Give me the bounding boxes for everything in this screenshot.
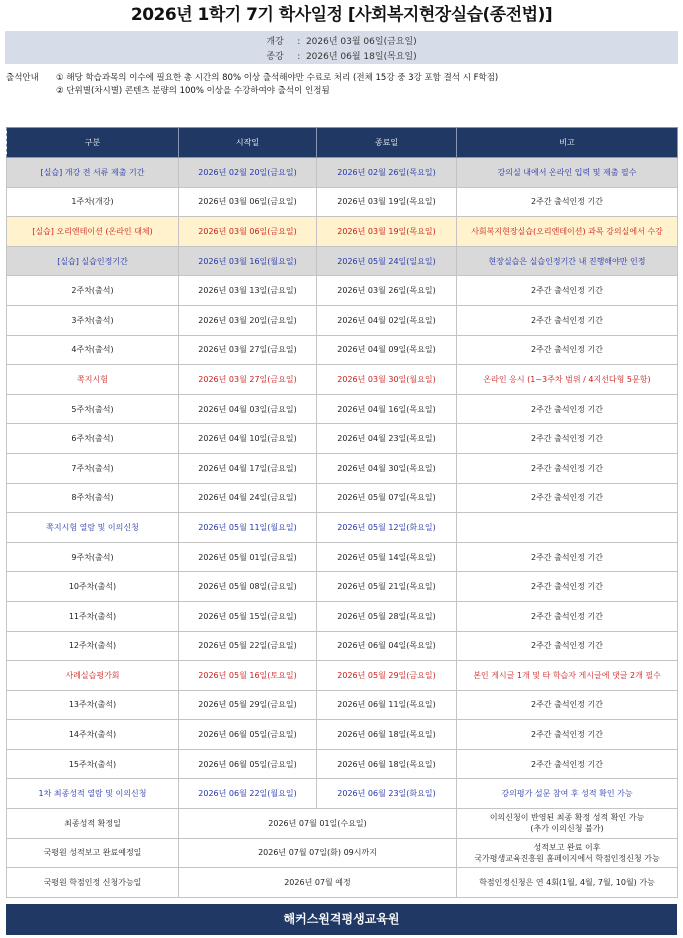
table-row <box>7 394 678 424</box>
table-row <box>7 720 678 750</box>
row-category: 1주차(개강) <box>7 187 179 217</box>
row-end-date: 2026년 06월 04일(목요일) <box>317 631 457 661</box>
table-row <box>7 483 678 513</box>
open-date: 2026년 03월 06일(금요일) <box>305 37 417 47</box>
row-start-date: 2026년 06월 05일(금요일) <box>179 749 317 779</box>
header-category: 구분 <box>7 128 179 158</box>
row-start-date: 2026년 03월 16일(월요일) <box>179 246 317 276</box>
row-end-date: 2026년 06월 11일(목요일) <box>317 690 457 720</box>
row-category: 사례실습평가회 <box>7 661 179 691</box>
row-note <box>457 809 678 839</box>
table-row <box>7 572 678 602</box>
row-category: 쪽지시험 열람 및 이의신청 <box>7 513 179 543</box>
row-end-date: 2026년 06월 18일(목요일) <box>317 749 457 779</box>
row-note: 사회복지현장실습(오리엔테이션) 과목 강의실에서 수강 <box>457 217 678 247</box>
row-category: [실습] 오리엔테이션 (온라인 대체) <box>7 217 179 247</box>
row-start-date: 2026년 03월 27일(금요일) <box>179 365 317 395</box>
row-note: 2주간 출석인정 기간 <box>457 631 678 661</box>
row-date: 2026년 07월 예정 <box>179 868 457 898</box>
header-end-date: 종료일 <box>317 128 457 158</box>
open-label: 개강 <box>266 37 284 47</box>
row-end-date: 2026년 04월 30일(목요일) <box>317 453 457 483</box>
row-note: 강의실 내에서 온라인 입력 및 제출 필수 <box>457 158 678 188</box>
row-end-date: 2026년 03월 30일(월요일) <box>317 365 457 395</box>
row-category: 6주차(출석) <box>7 424 179 454</box>
table-row <box>7 365 678 395</box>
row-start-date: 2026년 05월 15일(금요일) <box>179 601 317 631</box>
row-category: 14주차(출석) <box>7 720 179 750</box>
row-start-date: 2026년 04월 10일(금요일) <box>179 424 317 454</box>
row-note: 2주간 출석인정 기간 <box>457 276 678 306</box>
row-start-date: 2026년 06월 22일(월요일) <box>179 779 317 809</box>
row-end-date: 2026년 03월 19일(목요일) <box>317 187 457 217</box>
row-note: 온라인 응시 (1~3주차 범위 / 4지선다형 5문항) <box>457 365 678 395</box>
close-date: 2026년 06월 18일(목요일) <box>305 52 417 62</box>
row-category: 3주차(출석) <box>7 305 179 335</box>
row-note-line-1: 성적보고 완료 이후 <box>533 842 601 852</box>
table-row <box>7 276 678 306</box>
footer-brand: 해커스원격평생교육원 <box>6 904 677 935</box>
row-end-date: 2026년 03월 26일(목요일) <box>317 276 457 306</box>
row-label: 국평원 성적보고 완료예정일 <box>7 838 179 868</box>
row-note: 2주간 출석인정 기간 <box>457 453 678 483</box>
table-header-row <box>7 128 678 158</box>
row-end-date: 2026년 05월 24일(일요일) <box>317 246 457 276</box>
merged-row-final-grade <box>7 809 678 839</box>
table-row <box>7 749 678 779</box>
row-category: 9주차(출석) <box>7 542 179 572</box>
page-title: 2026년 1학기 7기 학사일정 [사회복지현장실습(종전법)] <box>130 5 553 25</box>
row-note: 2주간 출석인정 기간 <box>457 394 678 424</box>
header-start-date: 시작일 <box>179 128 317 158</box>
row-start-date: 2026년 05월 16일(토요일) <box>179 661 317 691</box>
row-start-date: 2026년 03월 27일(금요일) <box>179 335 317 365</box>
row-start-date: 2026년 03월 13일(금요일) <box>179 276 317 306</box>
row-start-date: 2026년 04월 17일(금요일) <box>179 453 317 483</box>
row-start-date: 2026년 04월 24일(금요일) <box>179 483 317 513</box>
table-row <box>7 631 678 661</box>
table-row <box>7 542 678 572</box>
row-end-date: 2026년 05월 29일(금요일) <box>317 661 457 691</box>
row-end-date: 2026년 05월 14일(목요일) <box>317 542 457 572</box>
row-start-date: 2026년 05월 22일(금요일) <box>179 631 317 661</box>
row-note: 2주간 출석인정 기간 <box>457 187 678 217</box>
table-row <box>7 453 678 483</box>
row-note <box>457 513 678 543</box>
row-start-date: 2026년 03월 20일(금요일) <box>179 305 317 335</box>
close-label: 종강 <box>266 52 284 62</box>
notice-heading: 출석안내 <box>6 73 39 83</box>
row-end-date: 2026년 04월 23일(목요일) <box>317 424 457 454</box>
schedule-body <box>7 158 678 898</box>
row-category: 7주차(출석) <box>7 453 179 483</box>
row-note: 2주간 출석인정 기간 <box>457 749 678 779</box>
row-note-line-2: (추가 이의신청 불가) <box>530 824 604 834</box>
notice-line-1: ① 해당 학습과목의 이수에 필요한 총 시간의 80% 이상 출석해야만 수료로 처리 (전체 15강 중 3강 포함 결석 시 F학점) <box>56 73 499 83</box>
table-row <box>7 661 678 691</box>
close-date-line: 종강 : 2026년 06월 18일(목요일) <box>5 49 678 62</box>
row-date: 2026년 07월 01일(수요일) <box>179 809 457 839</box>
row-label: 국평원 학점인정 신청가능일 <box>7 868 179 898</box>
row-end-date: 2026년 04월 09일(목요일) <box>317 335 457 365</box>
row-start-date: 2026년 05월 01일(금요일) <box>179 542 317 572</box>
row-end-date: 2026년 04월 16일(목요일) <box>317 394 457 424</box>
row-note: 학점인정신청은 연 4회(1월, 4월, 7월, 10월) 가능 <box>457 868 678 898</box>
attendance-notice <box>6 72 676 98</box>
table-row <box>7 335 678 365</box>
row-note-line-2: 국가평생교육진흥원 홈페이지에서 학점인정신청 가능 <box>474 853 660 863</box>
row-end-date: 2026년 05월 12일(화요일) <box>317 513 457 543</box>
row-note: 2주간 출석인정 기간 <box>457 601 678 631</box>
table-row <box>7 690 678 720</box>
row-end-date: 2026년 03월 19일(목요일) <box>317 217 457 247</box>
row-label: 최종성적 확정일 <box>7 809 179 839</box>
row-note: 2주간 출석인정 기간 <box>457 335 678 365</box>
row-end-date: 2026년 04월 02일(목요일) <box>317 305 457 335</box>
row-note: 2주간 출석인정 기간 <box>457 424 678 454</box>
row-category: [실습] 개강 전 서류 제출 기간 <box>7 158 179 188</box>
merged-row-grade-report <box>7 838 678 868</box>
row-note: 2주간 출석인정 기간 <box>457 572 678 602</box>
row-category: 15주차(출석) <box>7 749 179 779</box>
row-category: 11주차(출석) <box>7 601 179 631</box>
row-note: 2주간 출석인정 기간 <box>457 305 678 335</box>
row-category: 2주차(출석) <box>7 276 179 306</box>
table-row <box>7 217 678 247</box>
table-row <box>7 779 678 809</box>
row-category: [실습] 실습인정기간 <box>7 246 179 276</box>
row-note: 현장실습은 실습인정기간 내 진행해야만 인정 <box>457 246 678 276</box>
header-note: 비고 <box>457 128 678 158</box>
row-category: 8주차(출석) <box>7 483 179 513</box>
schedule-table <box>6 127 678 898</box>
row-category: 13주차(출석) <box>7 690 179 720</box>
row-date: 2026년 07월 07일(화) 09시까지 <box>179 838 457 868</box>
row-end-date: 2026년 06월 18일(목요일) <box>317 720 457 750</box>
table-row <box>7 158 678 188</box>
row-end-date: 2026년 02월 26일(목요일) <box>317 158 457 188</box>
row-start-date: 2026년 03월 06일(금요일) <box>179 187 317 217</box>
row-note: 2주간 출석인정 기간 <box>457 690 678 720</box>
row-note: 강의평가 설문 참여 후 성적 확인 가능 <box>457 779 678 809</box>
table-row <box>7 187 678 217</box>
term-dates <box>5 31 678 64</box>
row-note-line-1: 이의신청이 반영된 최종 확정 성적 확인 가능 <box>489 813 645 823</box>
row-note: 2주간 출석인정 기간 <box>457 720 678 750</box>
row-category: 5주차(출석) <box>7 394 179 424</box>
row-start-date: 2026년 04월 03일(금요일) <box>179 394 317 424</box>
row-note: 본인 게시글 1개 및 타 학습자 게시글에 댓글 2개 필수 <box>457 661 678 691</box>
row-note <box>457 838 678 868</box>
row-category: 10주차(출석) <box>7 572 179 602</box>
table-row <box>7 424 678 454</box>
row-end-date: 2026년 05월 21일(목요일) <box>317 572 457 602</box>
row-category: 1차 최종성적 열람 및 이의신청 <box>7 779 179 809</box>
table-row <box>7 246 678 276</box>
row-category: 4주차(출석) <box>7 335 179 365</box>
merged-row-credit-application <box>7 868 678 898</box>
row-start-date: 2026년 05월 29일(금요일) <box>179 690 317 720</box>
open-date-line: 개강 : 2026년 03월 06일(금요일) <box>5 34 678 47</box>
row-category: 쪽지시험 <box>7 365 179 395</box>
row-note: 2주간 출석인정 기간 <box>457 483 678 513</box>
row-start-date: 2026년 05월 08일(금요일) <box>179 572 317 602</box>
row-end-date: 2026년 05월 28일(목요일) <box>317 601 457 631</box>
row-end-date: 2026년 06월 23일(화요일) <box>317 779 457 809</box>
row-note: 2주간 출석인정 기간 <box>457 542 678 572</box>
row-start-date: 2026년 05월 11일(월요일) <box>179 513 317 543</box>
table-row <box>7 601 678 631</box>
row-start-date: 2026년 03월 06일(금요일) <box>179 217 317 247</box>
row-start-date: 2026년 06월 05일(금요일) <box>179 720 317 750</box>
row-category: 12주차(출석) <box>7 631 179 661</box>
row-end-date: 2026년 05월 07일(목요일) <box>317 483 457 513</box>
notice-line-2: ② 단위별(차시별) 콘텐츠 분량의 100% 이상을 수강하여야 출석이 인정됨 <box>56 86 330 96</box>
table-row <box>7 513 678 543</box>
table-row <box>7 305 678 335</box>
row-start-date: 2026년 02월 20일(금요일) <box>179 158 317 188</box>
